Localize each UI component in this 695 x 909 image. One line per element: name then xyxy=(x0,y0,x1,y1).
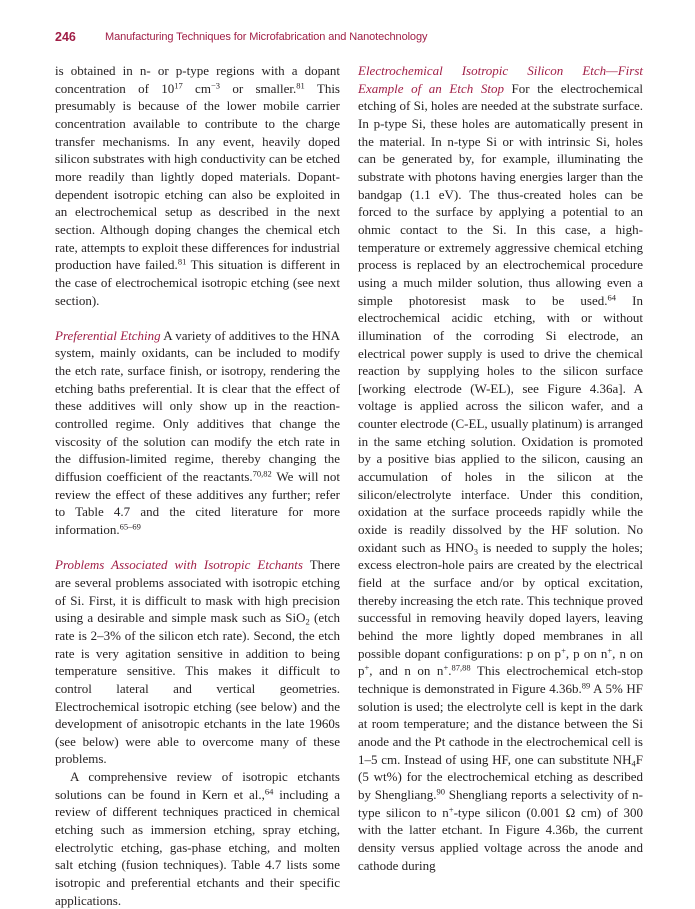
paragraph-isotropic-problems: Problems Associated with Isotropic Etchants There are several problems associated with isotropic etching of Si. First, it is difficult to mask with high precision using a desirable and simple mask such as SiO$_2$ (etch rate is 2–3% of the silicon etch rate). Second, the etch rate is very agitation sensitive in addition to being temperature sensitive. This makes it difficult to control lateral and vertical geometries. Electrochemical isotropic etching (see below) and the development of anisotropic etchants in the late 1960s (see below) were able to overcome many of these problems. xyxy=(55,557,341,767)
paragraph-doping: is obtained in n- or p-type regions with a dopant concentration of $10^{17}$ $cm^{-3}$ or smaller.$^{81}$ This presumably is because of the lower mobile carrier concentration available to contribute to the charge transfer mechanisms. In any event, heavily doped silicon substrates with high conductivity can be etched more readily than lightly doped materials. Dopant-dependent isotropic etching can also be exploited in an electrochemical setup as described in the next section. Although doping changes the chemical etch rate, attempts to exploit these differences for industrial production have failed.$^{81}$ This situation is different in the case of electrochemical isotropic etching (see next section). xyxy=(55,63,340,308)
section-heading-preferential-etching: Preferential Etching xyxy=(55,327,161,343)
right-column xyxy=(358,62,643,874)
page-header xyxy=(55,30,645,50)
paragraph-preferential-etching: Preferential Etching A variety of additives to the HNA system, mainly oxidants, can be included to modify the etch rate, surface finish, or isotropy, rendering the etching baths preferential. It is clear that the effect of these additives will only show up in the reaction-controlled regime. Only additives that change the viscosity of the solution can modify the etch rate in the diffusion-limited regime, thereby changing the diffusion coefficient of the reactants.$^{70,82}$ We will not review the effect of these additives any further; refer to Table 4.7 and the cited literature for more information.$^{65-69}$ xyxy=(55,327,341,537)
left-column xyxy=(55,62,340,909)
section-heading-isotropic-problems: Problems Associated with Isotropic Etchants xyxy=(55,557,303,573)
section-heading-electrochemical-etch: Electrochemical Isotropic Silicon Etch—First Example of an Etch Stop xyxy=(358,63,643,96)
paragraph-electrochemical-etch: Electrochemical Isotropic Silicon Etch—First Example of an Etch Stop For the electrochemical etching of Si, holes are needed at the substrate surface. In p-type Si, these holes are automatically present in the material. In n-type Si or with intrinsic Si, holes can be generated by, for example, illuminating the substrate with photons having energies larger than the bandgap (1.1 eV). The thus-created holes can be forced to the surface by applying a potential to an ohmic contact to the Si. In this case, a high-temperature or extremely aggressive chemical etching process is replaced by an electrochemical procedure using a much milder solution, thus allowing even a simple photoresist mask to be used.$^{64}$ In electrochemical acidic etching, with or without illumination of the corroding Si electrode, an electrical power supply is used to drive the chemical reaction by supplying holes to the silicon surface [working electrode (W-EL), see Figure 4.36a]. A voltage is applied across the silicon wafer, and a counter electrode (C-EL, usually platinum) is arranged in the same etching solution. Oxidation is promoted by a positive bias applied to the silicon, causing an accumulation of holes in the silicon at the silicon/electrolyte interface. Under this condition, oxidation at the surface proceeds rapidly while the oxide is readily dissolved by the HF solution. No oxidant such as $HNO_3$ is needed to supply the holes; excess electron-hole pairs are created by the electrical field at the surface and/or by optical excitation, thereby increasing the etch rate. This technique proved successful in removing heavily doped layers, leaving behind the more lightly doped membranes in all possible dopant configurations: p on p+, p on n+, n on p+, and n on n+.$^{87,88}$ This electrochemical etch-stop technique is demonstrated in Figure 4.36b.$^{89}$ A 5% HF solution is used; the electrolyte cell is kept in the dark at room temperature; and the distance between the Si anode and the Pt cathode in the electrochemical cell is 1–5 cm. Instead of using HF, one can substitute $NH_4F$ (5 wt%) for the electrochemical etching as described by Shengliang.$^{90}$ Shengliang reports a selectivity of n-type silicon to n+-type silicon (0.001 Ω cm) of 300 with the latter etchant. In Figure 4.36b, the current density versus applied voltage across the anode and cathode during xyxy=(358,63,644,873)
page-number: 246 xyxy=(55,30,76,44)
running-title: Manufacturing Techniques for Microfabrication and Nanotechnology xyxy=(105,31,428,43)
paragraph-review: A comprehensive review of isotropic etchants solutions can be found in Kern et al.,$^{64}$ including a review of different techniques practiced in chemical etching such as immersion etching, spray etching, electrolytic etching, gas-phase etching, and molten salt etching (fusion techniques). Table 4.7 lists some isotropic and preferential etchants and their specific applications. xyxy=(55,769,340,908)
